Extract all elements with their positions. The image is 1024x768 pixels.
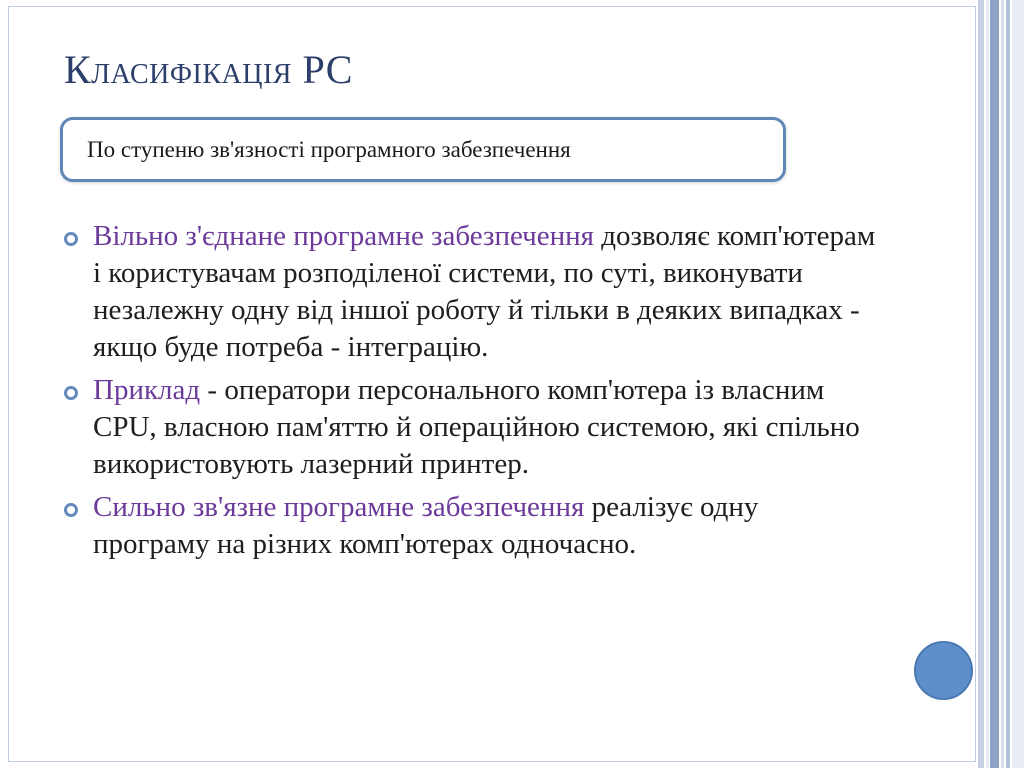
- bullet-icon: [64, 386, 78, 400]
- side-bar-decoration: [990, 0, 999, 768]
- item-text: - оператори персонального комп'ютера із власним CPU, власною пам'яттю й операційною системою, які спільно використовують лазерний принтер.: [93, 374, 860, 480]
- item-highlight: Сильно зв'язне програмне забезпечення: [93, 491, 585, 523]
- bullet-list: [62, 218, 882, 569]
- slide-title: Класифікація РС: [64, 47, 353, 92]
- item-text: реалізує одну програму на різних комп'ютерах одночасно.: [93, 491, 759, 560]
- list-item: [62, 489, 882, 563]
- bullet-icon: [64, 232, 78, 246]
- side-bar-decoration: [978, 0, 984, 768]
- bullet-icon: [64, 503, 78, 517]
- list-item: [62, 218, 882, 366]
- subtitle-box: [60, 117, 786, 182]
- item-highlight: Приклад: [93, 374, 201, 406]
- side-bar-decoration: [1006, 0, 1010, 768]
- decorative-circle: [914, 641, 973, 700]
- item-highlight: Вільно з'єднане програмне забезпечення: [93, 220, 594, 252]
- subtitle-text: По ступеню зв'язності програмного забезпечення: [87, 136, 571, 162]
- side-bar-decoration: [986, 0, 989, 768]
- list-item: [62, 372, 882, 483]
- side-bar-decoration: [1001, 0, 1004, 768]
- item-text: дозволяє комп'ютерам і користувачам розподіленої системи, по суті, виконувати незалежну одну від іншої роботу й тільки в деяких випадках - якщо буде потреба - інтеграцію.: [93, 220, 876, 363]
- side-bar-decoration: [1012, 0, 1024, 768]
